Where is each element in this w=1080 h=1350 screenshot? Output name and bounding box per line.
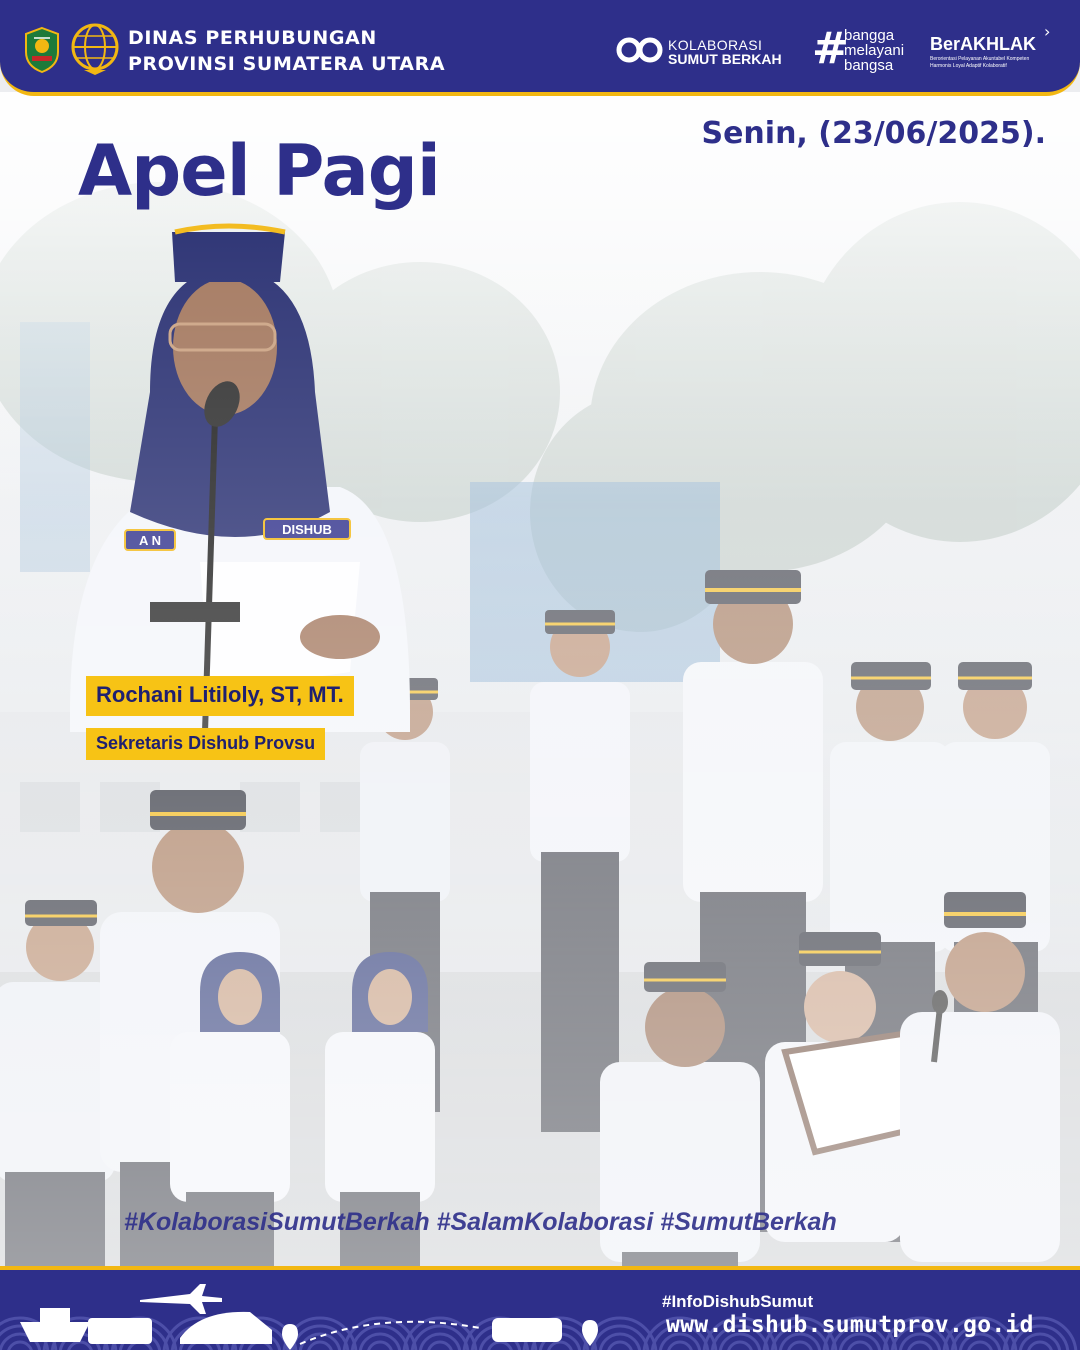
airplane-icon: [140, 1284, 222, 1314]
berakhlak-logo: [930, 24, 1060, 74]
header-bar: [0, 0, 1080, 96]
page-title: Apel Pagi: [78, 130, 440, 212]
org-name-line1: DINAS PERHUBUNGAN: [128, 27, 377, 49]
transport-icons: [0, 1270, 660, 1350]
hashtag-icon: #: [812, 23, 849, 74]
provincial-emblem-icon: [22, 26, 62, 74]
footer-hashtag: #InfoDishubSumut: [662, 1292, 814, 1311]
footer-website-link[interactable]: www.dishub.sumutprov.go.id: [666, 1312, 1034, 1338]
bus-icon: [88, 1318, 152, 1344]
van-icon: [492, 1318, 562, 1342]
dishub-globe-icon: [70, 22, 120, 76]
berakhlak-title: BerAKHLAK: [930, 34, 1037, 54]
kolaborasi-logo: [616, 34, 796, 68]
bangga-melayani-logo: [812, 23, 918, 74]
bangga-text: bangga: [844, 27, 895, 44]
sumut-berkah-text: SUMUT BERKAH: [668, 51, 782, 67]
melayani-text: melayani: [844, 42, 905, 59]
location-pin-icon: [282, 1324, 298, 1350]
kolaborasi-text: KOLABORASI: [668, 37, 763, 53]
train-icon: [180, 1312, 272, 1344]
speaker-name-tag: Rochani Litiloly, ST, MT.: [86, 676, 354, 716]
kolaborasi-infinity-icon: [616, 36, 664, 64]
bangsa-text: bangsa: [844, 57, 894, 74]
org-name-line2: PROVINSI SUMATERA UTARA: [128, 53, 446, 75]
chevron-right-icon: ›: [1044, 22, 1051, 41]
post-date: Senin, (23/06/2025).: [701, 116, 1046, 151]
location-pin-icon-2: [582, 1320, 598, 1346]
ship-icon: [20, 1322, 90, 1342]
berakhlak-subtitle-2: Harmonis Loyal Adaptif Kolaboratif: [930, 63, 1007, 69]
speaker-role-tag: Sekretaris Dishub Provsu: [86, 728, 325, 760]
berakhlak-subtitle-1: Berorientasi Pelayanan Akuntabel Kompeten: [930, 56, 1030, 62]
hashtag-line: #KolaborasiSumutBerkah #SalamKolaborasi #SumutBerkah: [124, 1208, 837, 1236]
footer-bar: [0, 1266, 1080, 1350]
